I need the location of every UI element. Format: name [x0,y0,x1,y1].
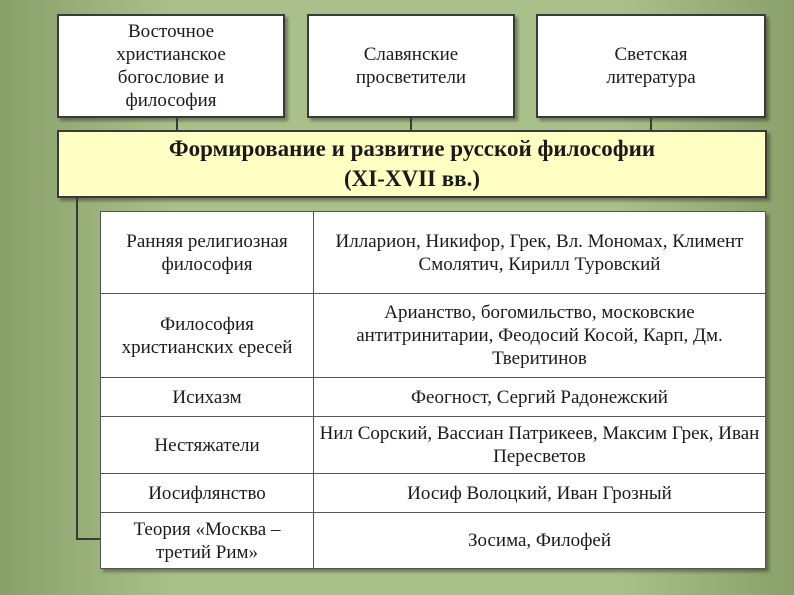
top-box-eastern-theology [57,14,285,118]
names-cell: Феогност, Сергий Радонежский [314,378,766,417]
connector-line [650,118,652,130]
top-box-text: Светская литература [606,44,696,88]
category-cell: Ранняя религиозная философия [101,212,314,294]
names-cell: Иосиф Волоцкий, Иван Грозный [314,474,766,513]
names-cell: Зосима, Филофей [314,513,766,569]
category-cell: Теория «Москва – третий Рим» [101,513,314,569]
names-cell: Илларион, Никифор, Грек, Вл. Мономах, Климент Смолятич, Кирилл Туровский [314,212,766,294]
table-row [101,294,766,378]
names-cell: Нил Сорский, Вассиан Патрикеев, Максим Грек, Иван Пересветов [314,417,766,474]
connector-line-horizontal [76,538,100,540]
category-cell: Иосифлянство [101,474,314,513]
philosophy-table [100,211,766,569]
table-row [101,417,766,474]
top-box-slavic-enlighteners [307,14,515,118]
top-box-secular-literature [536,14,766,118]
table-row [101,513,766,569]
top-box-text: Восточное христианское богословие и философия [116,21,226,111]
category-cell: Философия христианских ересей [101,294,314,378]
connector-line-vertical [76,198,78,540]
connector-line [176,118,178,130]
connector-line [410,118,412,130]
top-box-text: Славянские просветители [355,44,467,88]
category-cell: Нестяжатели [101,417,314,474]
central-period: (XI-XVII вв.) [343,166,480,191]
central-title: Формирование и развитие русской философии [168,136,656,161]
central-box [57,130,767,198]
table-row [101,474,766,513]
category-cell: Исихазм [101,378,314,417]
table-row [101,212,766,294]
table-row [101,378,766,417]
names-cell: Арианство, богомильство, московские антитринитарии, Феодосий Косой, Карп, Дм. Тверитинов [314,294,766,378]
